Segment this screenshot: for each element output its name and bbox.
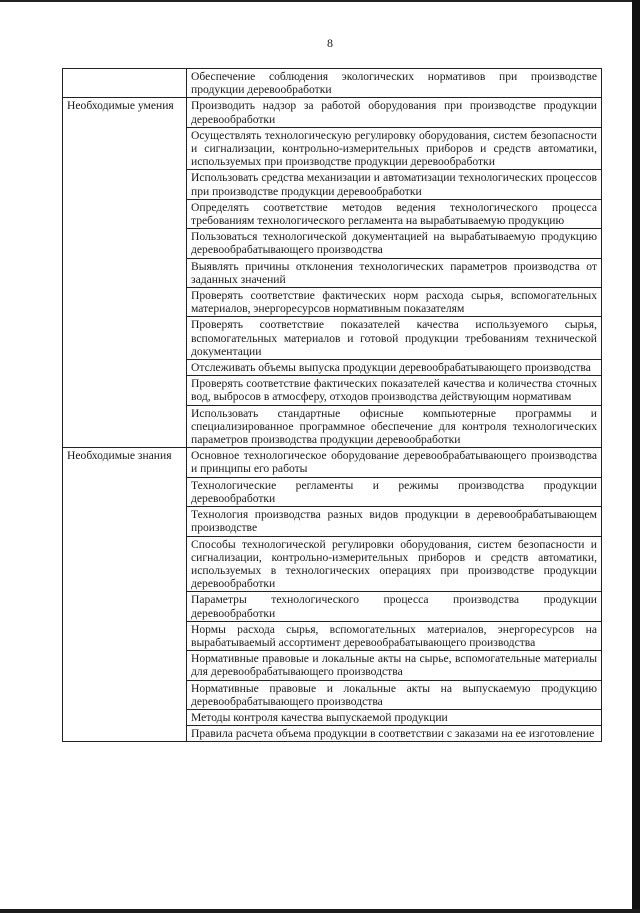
section-label-cell bbox=[63, 69, 187, 98]
section-label: Необходимые умения bbox=[67, 99, 174, 113]
page-number: 8 bbox=[327, 36, 333, 50]
requirement-text: Правила расчета объема продукции в соответствии с заказами на ее изготовление bbox=[187, 726, 602, 742]
requirement-text: Производить надзор за работой оборудования при производстве продукции деревообработки bbox=[187, 98, 602, 127]
requirement-text: Использовать средства механизации и автоматизации технологических процессов при производстве продукции деревообработки bbox=[187, 170, 602, 199]
requirement-text: Основное технологическое оборудование деревообрабатывающего производства и принципы его работы bbox=[187, 448, 602, 477]
table-row bbox=[63, 98, 602, 127]
requirement-text: Нормативные правовые и локальные акты на выпускаемую продукцию деревообрабатывающего производства bbox=[187, 680, 602, 709]
requirement-text: Отслеживать объемы выпуска продукции деревообрабатывающего производства bbox=[187, 360, 602, 376]
requirement-text: Определять соответствие методов ведения технологического процесса требованиям технологического регламента на вырабатываемую продукцию bbox=[187, 199, 602, 228]
table-row bbox=[63, 69, 602, 98]
requirement-text: Способы технологической регулировки оборудования, систем безопасности и сигнализации, контрольно-измерительных приборов и средств автоматики, используемых в технологических операциях при производстве продукции деревообработки bbox=[187, 536, 602, 592]
requirement-text: Параметры технологического процесса производства продукции деревообработки bbox=[187, 592, 602, 621]
requirements-table bbox=[62, 68, 602, 742]
requirement-text: Нормативные правовые и локальные акты на сырье, вспомогательные материалы для деревообрабатывающего производства bbox=[187, 651, 602, 680]
requirement-text: Технологические регламенты и режимы производства продукции деревообработки bbox=[187, 477, 602, 506]
requirement-text: Проверять соответствие фактических показателей качества и количества сточных вод, выбросов в атмосферу, отходов производства действующим нормативам bbox=[187, 376, 602, 405]
section-label-cell bbox=[63, 448, 187, 742]
requirement-text: Осуществлять технологическую регулировку оборудования, систем безопасности и сигнализации, контрольно-измерительных приборов и средств автоматики, используемых при производстве продукции деревообработки bbox=[187, 127, 602, 170]
table-row bbox=[63, 448, 602, 477]
requirement-text: Использовать стандартные офисные компьютерные программы и специализированное программное обеспечение для контроля технологических параметров производства продукции деревообработки bbox=[187, 405, 602, 448]
requirement-text: Технология производства разных видов продукции в деревообрабатывающем производстве bbox=[187, 507, 602, 536]
scan-edge-bottom bbox=[0, 909, 640, 913]
requirement-text: Проверять соответствие фактических норм расхода сырья, вспомогательных материалов, энергоресурсов нормативным показателям bbox=[187, 288, 602, 317]
requirement-text: Выявлять причины отклонения технологических параметров производства от заданных значений bbox=[187, 258, 602, 287]
scan-edge-top bbox=[0, 0, 640, 2]
requirement-text: Проверять соответствие показателей качества используемого сырья, вспомогательных материалов и готовой продукции требованиям технической документации bbox=[187, 317, 602, 360]
scan-edge-right bbox=[632, 0, 640, 913]
requirement-text: Нормы расхода сырья, вспомогательных материалов, энергоресурсов на вырабатываемый ассортимент деревообрабатывающего производства bbox=[187, 621, 602, 650]
section-label: Необходимые знания bbox=[67, 449, 172, 463]
requirement-text: Методы контроля качества выпускаемой продукции bbox=[187, 709, 602, 725]
requirement-text: Обеспечение соблюдения экологических нормативов при производстве продукции деревообработки bbox=[187, 69, 602, 98]
requirements-table-body bbox=[63, 69, 602, 742]
requirement-text: Пользоваться технологической документацией на вырабатываемую продукцию деревообрабатывающего производства bbox=[187, 229, 602, 258]
section-label-cell bbox=[63, 98, 187, 448]
